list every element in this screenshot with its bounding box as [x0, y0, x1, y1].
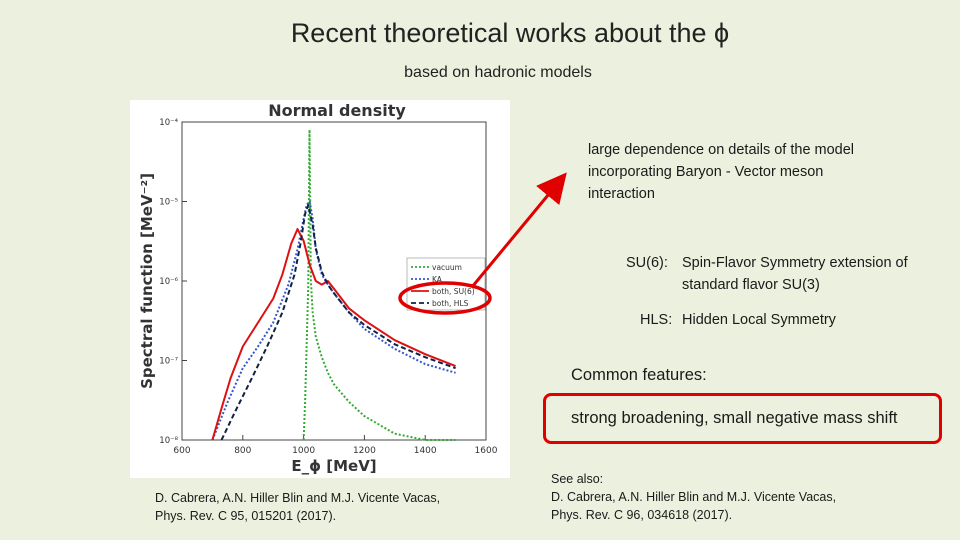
- x-axis-label: E_ϕ [MeV]: [291, 457, 377, 475]
- reference-see-also: [551, 470, 836, 524]
- x-tick-label: 1400: [413, 446, 437, 456]
- reference-main-journal: Phys. Rev. C 95, 015201 (2017).: [155, 509, 337, 523]
- su6-highlight-ellipse: [400, 283, 490, 313]
- legend-entry: vacuum: [432, 263, 462, 272]
- hls-term: HLS:: [640, 312, 673, 328]
- su6-definition: Spin-Flavor Symmetry extension of standard flavor SU(3): [682, 255, 908, 293]
- legend-entry: both, HLS: [432, 299, 469, 308]
- see-also-label: See also:: [551, 472, 604, 486]
- slide-title: Recent theoretical works about the ϕ: [290, 18, 730, 48]
- su6-term: SU(6):: [626, 255, 668, 271]
- red-arrow: [472, 177, 563, 287]
- x-tick-label: 600: [173, 446, 191, 456]
- y-tick-label: 10⁻⁴: [159, 118, 178, 128]
- reference-other-journal: Phys. Rev. C 96, 034618 (2017).: [551, 508, 733, 522]
- y-tick-label: 10⁻⁷: [159, 356, 178, 367]
- y-axis-label: Spectral function [MeV⁻²]: [138, 173, 156, 389]
- y-tick-label: 10⁻⁶: [159, 277, 178, 287]
- legend-entry: both, SU(6): [432, 287, 475, 296]
- model-dependence-note: large dependence on details of the model incorporating Baryon - Vector meson interaction: [588, 142, 855, 202]
- slide-subtitle: based on hadronic models: [404, 64, 592, 81]
- x-tick-label: 800: [234, 446, 252, 456]
- hls-definition: Hidden Local Symmetry: [682, 312, 836, 328]
- x-tick-label: 1200: [352, 446, 376, 456]
- reference-main: [155, 489, 440, 525]
- x-tick-label: 1600: [474, 446, 498, 456]
- legend-entry: KA: [432, 275, 442, 284]
- x-tick-label: 1000: [292, 446, 316, 456]
- reference-other-authors: D. Cabrera, A.N. Hiller Blin and M.J. Vicente Vacas,: [551, 490, 837, 504]
- features-text: strong broadening, small negative mass shift: [571, 409, 898, 427]
- common-features-title: Common features:: [571, 366, 707, 384]
- reference-main-authors: D. Cabrera, A.N. Hiller Blin and M.J. Vicente Vacas,: [155, 491, 441, 505]
- y-tick-label: 10⁻⁵: [159, 197, 178, 208]
- chart-title: Normal density: [268, 101, 406, 120]
- y-tick-label: 10⁻⁸: [159, 436, 178, 446]
